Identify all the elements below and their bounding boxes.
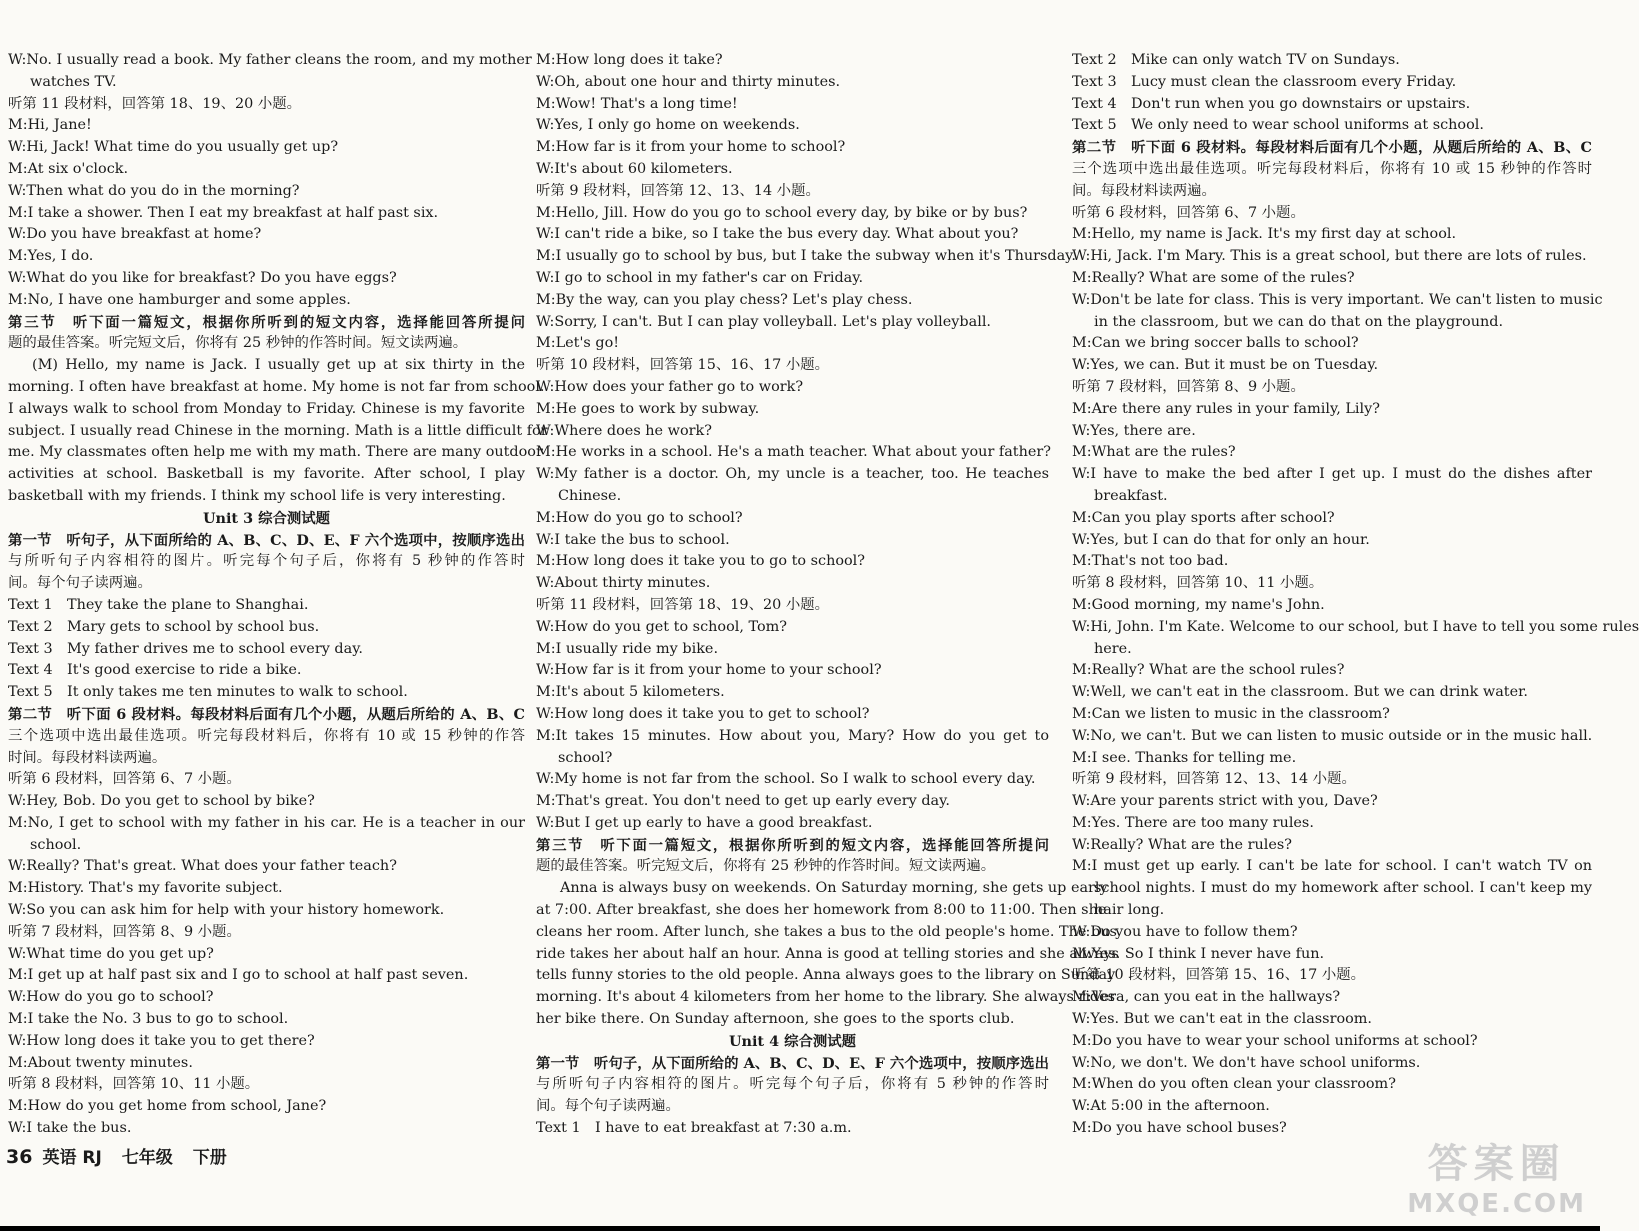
text-line: basketball with my friends. I think my school life is very interesting. [8,487,506,504]
text-line: 听第 6 段材料，回答第 6、7 小题。 [8,771,241,788]
text-line: 听第 7 段材料，回答第 8、9 小题。 [8,923,241,940]
text-line: 听第 6 段材料，回答第 6、7 小题。 [1072,204,1305,221]
text-line: M:That's not too bad. [1072,553,1229,570]
text-line: 间。每个句子读两遍。 [536,1098,680,1115]
bottom-border [0,1226,1600,1231]
text-line: M:I usually go to school by bus, but I take the subway when it's Thursday. [536,248,1076,265]
text-line: M:I take the No. 3 bus to go to school. [8,1011,289,1028]
text-line: 第一节 听句子，从下面所给的 A、B、C、D、E、F 六个选项中，按顺序选出 [8,531,525,549]
text-line: W:It's about 60 kilometers. [536,160,733,177]
text-line: W:No, we can't. But we can listen to music outside or in the music hall. [1072,727,1593,744]
footer-subject: 英语 RJ [42,1148,102,1168]
text-line: M:Hi, Jane! [8,117,92,134]
text-line: W:I go to school in my father's car on Friday. [536,269,864,286]
text-line: Chinese. [558,487,622,504]
text-line: cleans her room. After lunch, she takes a bus to the old people's home. The bus [536,923,1117,940]
text-line: W:Yes. But we can't eat in the classroom. [1072,1011,1372,1028]
text-line: W:Sorry, I can't. But I can play volleyball. Let's play volleyball. [536,313,992,330]
text-line: M:Let's go! [536,335,620,352]
text-line: W:No. I usually read a book. My father cleans the room, and my mother [8,52,532,68]
text-line: M:Yes. So I think I never have fun. [1072,945,1325,962]
text-line: W:Oh, about one hour and thirty minutes. [536,73,841,90]
text-line: Text 4 It's good exercise to ride a bike. [8,662,302,679]
text-line: M:How long does it take you to go to school? [536,553,865,570]
text-line: in the classroom, but we can do that on the playground. [1094,313,1504,330]
text-line: M:No, I have one hamburger and some apples. [8,291,351,308]
text-line: M:Hello, my name is Jack. It's my first day at school. [1072,226,1457,243]
text-line: 第三节 听下面一篇短文，根据你所听到的短文内容，选择能回答所提问 [536,836,1049,854]
text-line: M:Can you play sports after school? [1072,509,1335,526]
text-line: at 7:00. After breakfast, she does her homework from 8:00 to 11:00. Then she [536,902,1107,919]
text-line: M:Hello, Jill. How do you go to school every day, by bike or by bus? [536,204,1028,221]
right-column [1072,50,1639,1140]
text-line: Text 1 I have to eat breakfast at 7:30 a.m. [536,1120,852,1137]
text-line: 与所听句子内容相符的图片。听完每个句子后，你将有 5 秒钟的作答时 [8,553,525,570]
text-line: morning. It's about 4 kilometers from her home to the library. She always rides [536,989,1116,1006]
text-line: 题的最佳答案。听完短文后，你将有 25 秒钟的作答时间。短文读两遍。 [8,335,468,352]
text-line: 时间。每段材料读两遍。 [8,749,167,766]
text-line: 第二节 听下面 6 段材料。每段材料后面有几个小题，从题后所给的 A、B、C [1072,139,1592,157]
text-line: M:At six o'clock. [8,160,129,177]
text-line: Text 5 We only need to wear school uniforms at school. [1072,117,1484,134]
text-line: 间。每段材料读两遍。 [1072,182,1216,199]
text-line: M:It's about 5 kilometers. [536,684,725,701]
text-line: M:I must get up early. I can't be late for school. I can't watch TV on [1072,858,1592,875]
text-line: M:He goes to work by subway. [536,400,760,417]
text-line: W:I take the bus to school. [536,531,730,548]
text-line: M:Yes, I do. [8,248,94,265]
watermark-url: MXQE.COM [1407,1189,1586,1219]
text-line: M:I get up at half past six and I go to school at half past seven. [8,967,469,984]
text-line: W:Yes, but I can do that for only an hour. [1072,531,1370,548]
text-line: hair long. [1094,902,1165,919]
text-line: W:What time do you get up? [8,945,214,962]
text-line: M:How do you go to school? [536,509,743,526]
text-line: M:How long does it take? [536,52,723,68]
watermark [1407,1132,1586,1219]
footer-grade: 七年级 [121,1148,173,1168]
text-line: I always walk to school from Monday to Friday. Chinese is my favorite [8,400,525,417]
text-line: 第一节 听句子，从下面所给的 A、B、C、D、E、F 六个选项中，按顺序选出 [536,1054,1049,1072]
text-line: ride takes her about half an hour. Anna is good at telling stories and she always [536,945,1119,962]
text-line: W:Really? That's great. What does your father teach? [8,858,397,875]
text-line: M:History. That's my favorite subject. [8,880,283,897]
text-line: 三个选项中选出最佳选项。听完每段材料后，你将有 10 或 15 秒钟的作答时 [1072,160,1592,177]
text-line: W:How long does it take you to get to school? [536,705,870,722]
text-line: 第二节 听下面 6 段材料。每段材料后面有几个小题，从题后所给的 A、B、C [8,705,525,723]
text-line: M:Do you have school buses? [1072,1120,1287,1137]
text-line: M:Vera, can you eat in the hallways? [1072,989,1341,1006]
text-line: Text 2 Mike can only watch TV on Sundays. [1072,52,1400,68]
text-line: M:I take a shower. Then I eat my breakfast at half past six. [8,204,439,221]
text-line: W:Hi, Jack. I'm Mary. This is a great school, but there are lots of rules. [1072,248,1587,265]
page-number: 36 [6,1146,33,1168]
left-column [8,50,548,1140]
text-line: W:Where does he work? [536,422,712,439]
text-line: W:How does your father go to work? [536,378,804,395]
text-line: breakfast. [1094,487,1168,504]
text-line: M:Do you have to wear your school uniforms at school? [1072,1032,1478,1049]
text-line: M:Wow! That's a long time! [536,95,738,112]
text-line: M:By the way, can you play chess? Let's play chess. [536,291,913,308]
text-line: 听第 11 段材料，回答第 18、19、20 小题。 [8,95,302,112]
text-line: M:Really? What are some of the rules? [1072,269,1355,286]
text-line: activities at school. Basketball is my favorite. After school, I play [8,466,525,483]
text-line: W:About thirty minutes. [536,575,711,592]
text-line: 三个选项中选出最佳选项。听完每段材料后，你将有 10 或 15 秒钟的作答 [8,727,525,744]
text-line: M:I usually ride my bike. [536,640,719,657]
text-line: M:When do you often clean your classroom? [1072,1076,1396,1093]
text-line: Text 1 They take the plane to Shanghai. [8,596,309,613]
text-line: W:Hi, John. I'm Kate. Welcome to our school, but I have to tell you some rules [1072,618,1639,635]
text-line: W:Hi, Jack! What time do you usually get up? [8,139,339,156]
text-line: 听第 10 段材料，回答第 15、16、17 小题。 [536,357,830,374]
text-line: W:How far is it from your home to your school? [536,662,882,679]
text-line: W:I can't ride a bike, so I take the bus every day. What about you? [536,226,1019,243]
text-line: M:Can we listen to music in the classroom? [1072,705,1390,722]
text-line: M:Are there any rules in your family, Lily? [1072,400,1380,417]
text-line: W:Do you have breakfast at home? [8,226,262,243]
footer-volume: 下册 [192,1148,227,1168]
text-line: W:But I get up early to have a good breakfast. [536,814,873,831]
text-line: M:How do you get home from school, Jane? [8,1098,327,1115]
text-line: Text 4 Don't run when you go downstairs or upstairs. [1072,95,1471,112]
text-line: W:How do you get to school, Tom? [536,618,787,635]
text-line: (M) Hello, my name is Jack. I usually get up at six thirty in the [32,357,525,374]
text-line: W:At 5:00 in the afternoon. [1072,1098,1270,1115]
text-line: W:How long does it take you to get there? [8,1032,315,1049]
text-line: 听第 11 段材料，回答第 18、19、20 小题。 [536,596,830,613]
text-line: W:Are your parents strict with you, Dave? [1072,793,1378,810]
text-line: M:He works in a school. He's a math teacher. What about your father? [536,444,1051,461]
text-line: 题的最佳答案。听完短文后，你将有 25 秒钟的作答时间。短文读两遍。 [536,858,996,875]
text-line: W:How do you go to school? [8,989,214,1006]
text-line: W:Well, we can't eat in the classroom. But we can drink water. [1072,684,1528,701]
text-line: W:Yes, we can. But it must be on Tuesday. [1072,357,1379,374]
watermark-logo-text: 答案圈 [1427,1141,1566,1187]
text-line: Unit 4 综合测试题 [728,1032,857,1050]
text-line: tells funny stories to the old people. Anna always goes to the library on Sunday [536,967,1116,984]
text-line: 与所听句子内容相符的图片。听完每个句子后，你将有 5 秒钟的作答时 [536,1076,1049,1093]
text-line: 听第 7 段材料，回答第 8、9 小题。 [1072,378,1305,395]
text-line: W:No, we don't. We don't have school uniforms. [1072,1054,1421,1071]
text-line: M:Can we bring soccer balls to school? [1072,335,1359,352]
text-line: Text 3 Lucy must clean the classroom every Friday. [1072,73,1457,90]
text-line: 听第 10 段材料，回答第 15、16、17 小题。 [1072,967,1366,984]
text-line: school? [558,749,613,766]
text-line: M:Good morning, my name's John. [1072,596,1325,613]
text-line: 听第 9 段材料，回答第 12、13、14 小题。 [536,182,820,199]
text-line: W:Really? What are the rules? [1072,836,1292,853]
text-line: W:Hey, Bob. Do you get to school by bike? [8,793,315,810]
text-line: M:It takes 15 minutes. How about you, Mary? How do you get to [536,727,1049,744]
text-line: subject. I usually read Chinese in the morning. Math is a little difficult for [8,422,548,439]
text-line: watches TV. [30,73,117,90]
page-footer [6,1143,247,1169]
text-line: Text 5 It only takes me ten minutes to walk to school. [8,684,408,701]
text-line: W:Then what do you do in the morning? [8,182,300,199]
text-line: here. [1094,640,1132,657]
middle-column [536,50,1119,1140]
text-line: Anna is always busy on weekends. On Saturday morning, she gets up early [560,880,1108,897]
text-line: 听第 8 段材料，回答第 10、11 小题。 [1072,575,1324,592]
text-line: M:That's great. You don't need to get up early every day. [536,793,950,810]
text-line: W:Yes, there are. [1072,422,1196,439]
text-line: W:My home is not far from the school. So I walk to school every day. [536,771,1036,788]
text-line: M:About twenty minutes. [8,1054,193,1071]
text-line: 间。每个句子读两遍。 [8,575,152,592]
text-line: W:I take the bus. [8,1120,132,1137]
text-line: 听第 9 段材料，回答第 12、13、14 小题。 [1072,771,1356,788]
text-line: M:No, I get to school with my father in his car. He is a teacher in our [8,814,525,831]
text-line: M:I see. Thanks for telling me. [1072,749,1297,766]
text-line: Unit 3 综合测试题 [202,509,331,527]
text-line: W:My father is a doctor. Oh, my uncle is a teacher, too. He teaches [536,466,1049,483]
text-line: M:How far is it from your home to school? [536,139,846,156]
text-line: M:Yes. There are too many rules. [1072,814,1314,831]
text-line: M:What are the rules? [1072,444,1236,461]
text-line: 第三节 听下面一篇短文，根据你所听到的短文内容，选择能回答所提问 [8,313,525,331]
text-line: W:Yes, I only go home on weekends. [536,117,800,134]
text-line: 听第 8 段材料，回答第 10、11 小题。 [8,1076,260,1093]
text-line: W:Do you have to follow them? [1072,923,1298,940]
text-line: Text 2 Mary gets to school by school bus. [8,618,320,635]
text-line: Text 3 My father drives me to school every day. [8,640,363,657]
text-line: M:Really? What are the school rules? [1072,662,1345,679]
text-line: school. [30,836,82,853]
text-line: her bike there. On Sunday afternoon, she goes to the sports club. [536,1011,1015,1028]
text-line: W:I have to make the bed after I get up. I must do the dishes after [1072,466,1592,483]
text-line: W:So you can ask him for help with your history homework. [8,902,445,919]
text-line: me. My classmates often help me with my math. There are many outdoor [8,444,543,461]
text-line: school nights. I must do my homework after school. I can't keep my [1094,880,1592,897]
text-line: W:Don't be late for class. This is very important. We can't listen to music [1072,291,1603,308]
text-line: morning. I often have breakfast at home. My home is not far from school. [8,378,545,395]
text-line: W:What do you like for breakfast? Do you have eggs? [8,269,397,286]
